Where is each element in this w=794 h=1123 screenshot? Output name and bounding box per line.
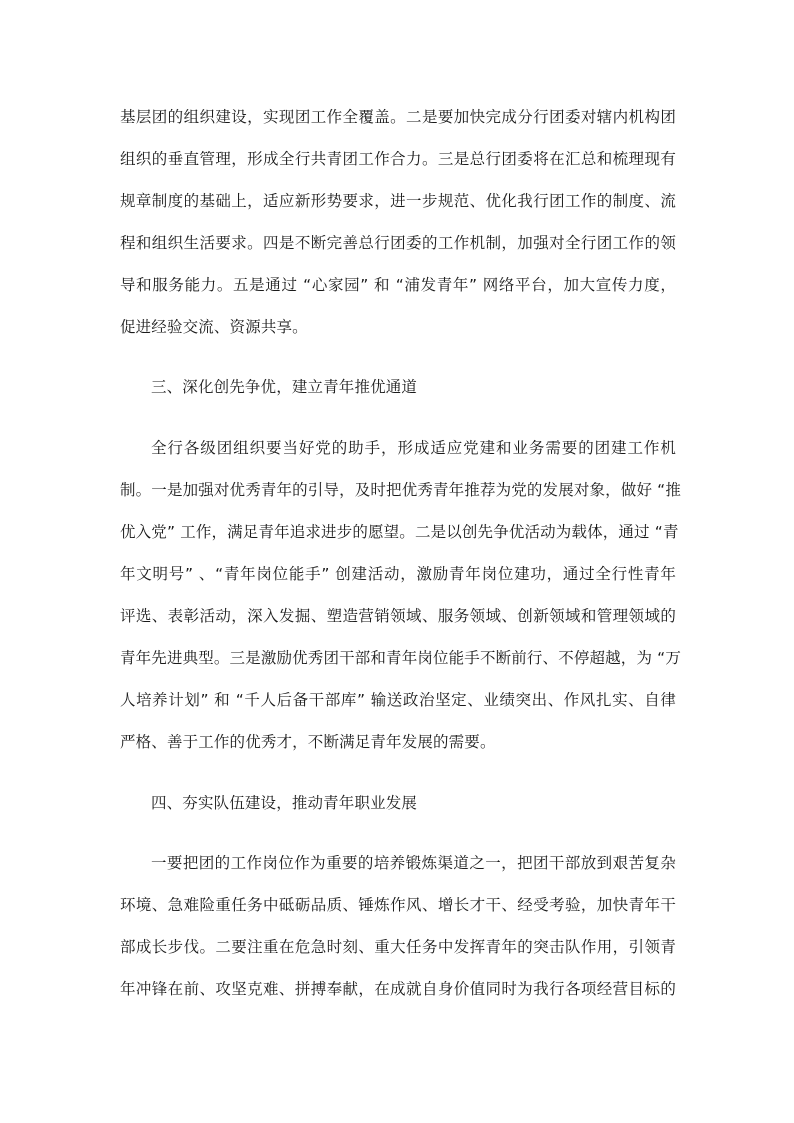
paragraph-line: 程和组织生活要求。四是不断完善总行团委的工作机制，加强对全行团工作的领 (120, 234, 676, 252)
paragraph-line: 年冲锋在前、攻坚克难、拼搏奉献，在成就自身价值同时为我行各项经营目标的 (120, 980, 676, 998)
paragraph-line: 促进经验交流、资源共享。 (120, 318, 308, 336)
paragraph-line: 部成长步伐。二要注重在危急时刻、重大任务中发挥青年的突击队作用，引领青 (120, 938, 676, 956)
paragraph-line: 一要把团的工作岗位作为重要的培养锻炼渠道之一，把团干部放到艰苦复杂 (151, 854, 676, 872)
paragraph-line: 全行各级团组织要当好党的助手，形成适应党建和业务需要的团建工作机 (151, 439, 676, 457)
paragraph-line: 基层团的组织建设，实现团工作全覆盖。二是要加快完成分行团委对辖内机构团 (120, 108, 676, 126)
paragraph-line: 评选、表彰活动，深入发掘、塑造营销领域、服务领域、创新领域和管理领域的 (120, 607, 676, 625)
paragraph-line: 规章制度的基础上，适应新形势要求，进一步规范、优化我行团工作的制度、流 (120, 192, 676, 210)
paragraph-line: 人培养计划” 和 “千人后备干部库” 输送政治坚定、业绩突出、作风扎实、自律 (120, 691, 676, 709)
paragraph-line: 环境、急难险重任务中砥砺品质、锤炼作风、增长才干、经受考验，加快青年干 (120, 896, 676, 914)
paragraph-line: 导和服务能力。五是通过 “心家园” 和 “浦发青年” 网络平台，加大宣传力度， (120, 276, 676, 294)
paragraph-line: 年文明号” 、“青年岗位能手” 创建活动，激励青年岗位建功，通过全行性青年 (120, 565, 676, 583)
paragraph-line: 优入党” 工作，满足青年追求进步的愿望。二是以创先争优活动为载体，通过 “青 (120, 523, 679, 541)
paragraph-line: 严格、善于工作的优秀才，不断满足青年发展的需要。 (120, 733, 496, 751)
paragraph-line: 组织的垂直管理，形成全行共青团工作合力。三是总行团委将在汇总和梳理现有 (120, 150, 676, 168)
paragraph-line: 制。一是加强对优秀青年的引导，及时把优秀青年推荐为党的发展对象，做好 “推 (120, 481, 682, 499)
section-heading: 三、深化创先争优，建立青年推优通道 (151, 378, 418, 396)
paragraph-line: 青年先进典型。三是激励优秀团干部和青年岗位能手不断前行、不停超越，为 “万 (120, 649, 682, 667)
section-heading: 四、夯实队伍建设，推动青年职业发展 (151, 794, 418, 812)
